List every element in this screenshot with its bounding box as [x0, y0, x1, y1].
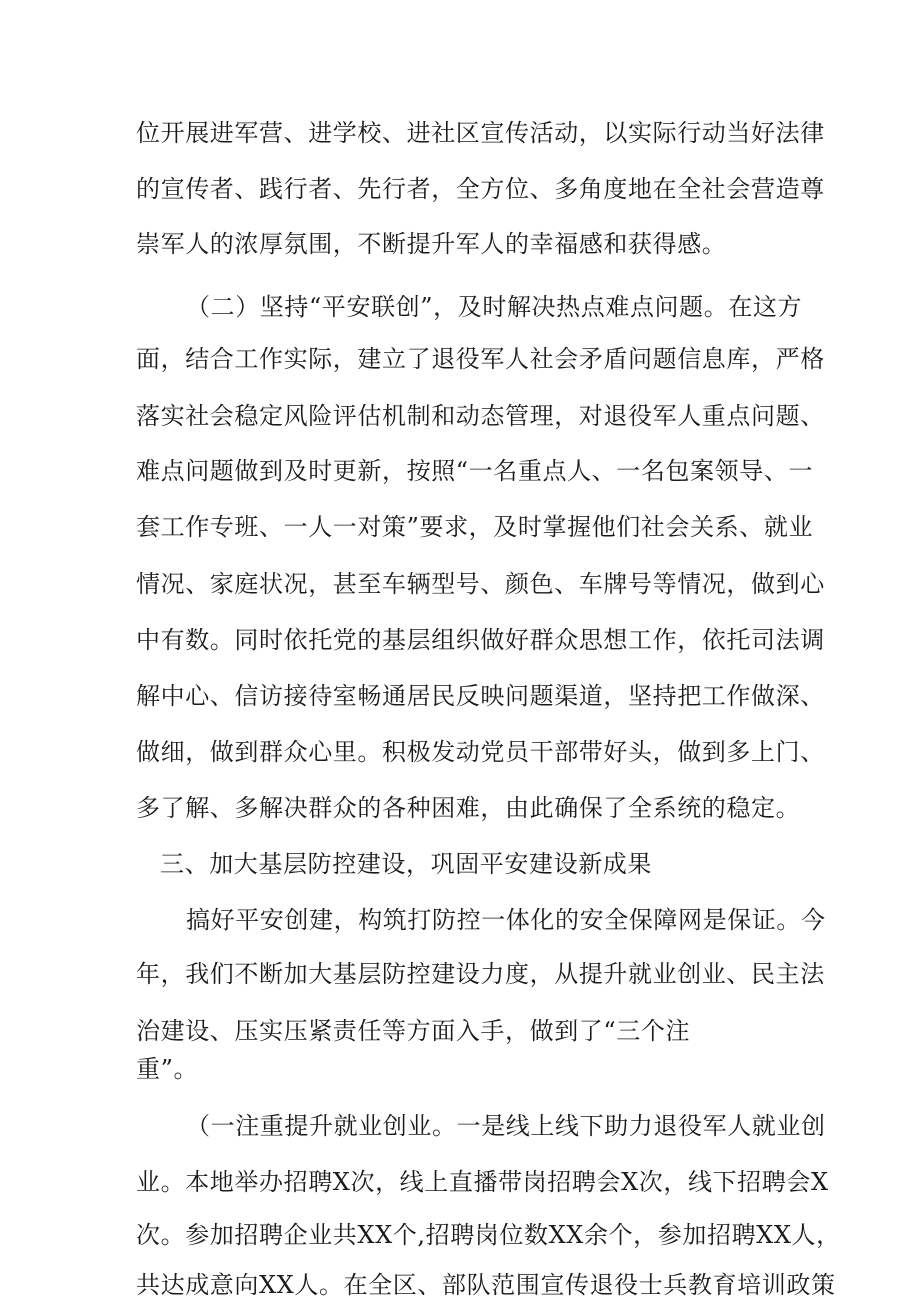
text-line: 治建设、压实压紧责任等方面入手，做到了“三个注 — [136, 1017, 691, 1045]
subsection-heading-1: （一注重提升就业创业。一是线上线下助力退役军人就业创 — [186, 1112, 826, 1140]
text-line: 落实社会稳定风险评估机制和动态管理，对退役军人重点问题、 — [136, 402, 825, 430]
text-line: 年，我们不断加大基层防控建设力度，从提升就业创业、民主法 — [136, 960, 825, 988]
text-line: 搞好平安创建，构筑打防控一体化的安全保障网是保证。今 — [186, 906, 826, 934]
text-line: 面，结合工作实际，建立了退役军人社会矛盾问题信息库，严格 — [136, 345, 825, 373]
text-line: 次。参加招聘企业共XX个,招聘岗位数XX余个，参加招聘XX人， — [136, 1221, 841, 1249]
text-line: 套工作专班、一人一对策”要求，及时掌握他们社会关系、就业 — [136, 513, 814, 541]
text-line: 崇军人的浓厚氛围，不断提升军人的幸福感和获得感。 — [136, 230, 727, 258]
text-line: 做细，做到群众心里。积极发动党员干部带好头，做到多上门、 — [136, 738, 825, 766]
text-line: 多了解、多解决群众的各种困难，由此确保了全系统的稳定。 — [136, 794, 801, 822]
section-heading-2: （二）坚持“平安联创”，及时解决热点难点问题。在这方 — [186, 293, 803, 321]
text-line: 业。本地举办招聘X次，线上直播带岗招聘会X次，线下招聘会X — [136, 1168, 829, 1196]
text-line: 位开展进军营、进学校、进社区宣传活动，以实际行动当好法律 — [136, 119, 825, 147]
text-line: 共达成意向XX人。在全区、部队范围宣传退役士兵教育培训政策 — [136, 1271, 836, 1299]
text-line: 情况、家庭状况，甚至车辆型号、颜色、车牌号等情况，做到心 — [136, 570, 825, 598]
text-line: 重”。 — [136, 1055, 199, 1083]
section-heading-3: 三、加大基层防控建设，巩固平安建设新成果 — [160, 850, 652, 878]
text-line: 的宣传者、践行者、先行者，全方位、多角度地在全社会营造尊 — [136, 175, 825, 203]
text-line: 解中心、信访接待室畅通居民反映问题渠道，坚持把工作做深、 — [136, 682, 825, 710]
text-line: 难点问题做到及时更新，按照“一名重点人、一名包案领导、一 — [136, 457, 814, 485]
text-line: 中有数。同时依托党的基层组织做好群众思想工作，依托司法调 — [136, 626, 825, 654]
